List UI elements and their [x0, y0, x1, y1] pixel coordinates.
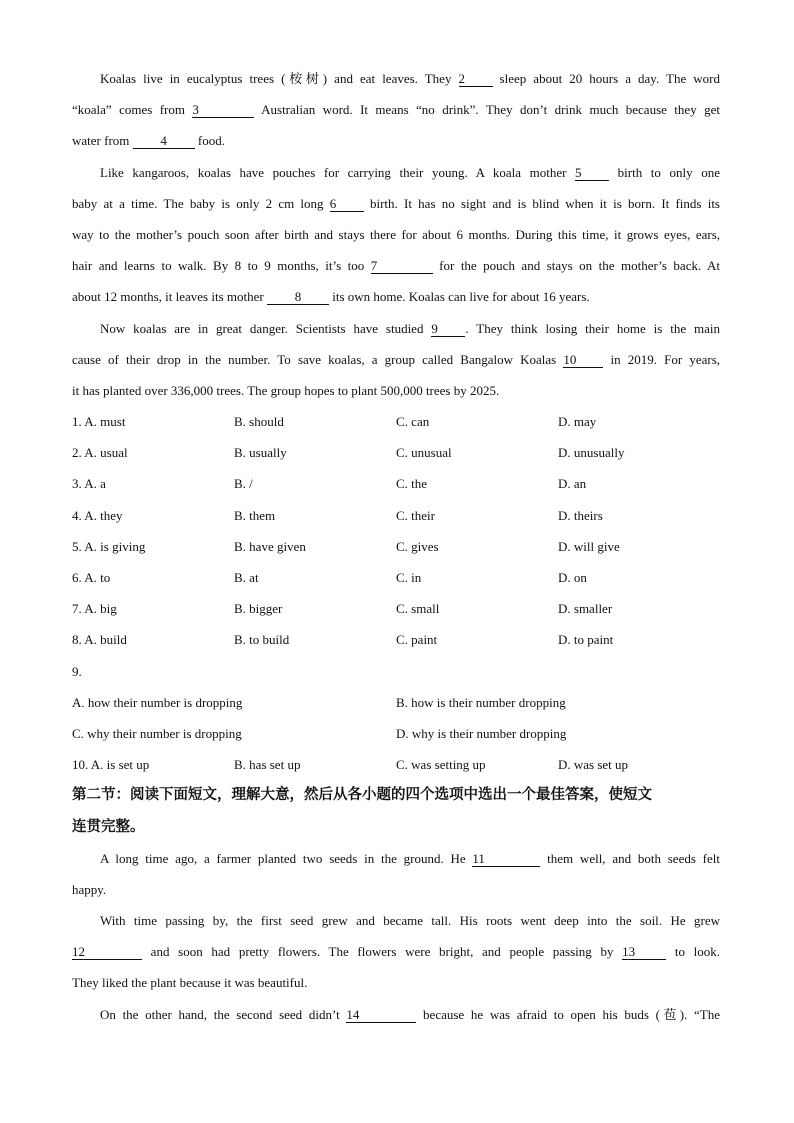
blank-3[interactable]: 3	[192, 102, 254, 118]
option-a[interactable]: 4. A. they	[72, 507, 123, 523]
option-c[interactable]: C. the	[396, 476, 428, 492]
option-d[interactable]: D. may	[558, 414, 597, 430]
option-c[interactable]: C. was setting up	[396, 757, 486, 773]
passage1-line: “koala” comes from 3 Australian word. It means “no drink”. They don’t drink much because they get	[72, 102, 720, 118]
option-d[interactable]: D. an	[558, 476, 587, 492]
option-c[interactable]: C. gives	[396, 538, 439, 554]
option-a[interactable]: 6. A. to	[72, 570, 111, 585]
option-a[interactable]: 7. A. big	[72, 601, 117, 617]
option-c[interactable]: C. small	[396, 601, 440, 617]
option-d[interactable]: D. was set up	[558, 757, 629, 773]
option-d[interactable]: D. theirs	[558, 507, 603, 523]
passage2-line: A long time ago, a farmer planted two seeds in the ground. He 11 them well, and both seeds felt	[100, 850, 720, 866]
blank-6[interactable]: 6	[330, 196, 364, 212]
blank-11[interactable]: 11	[472, 851, 540, 867]
passage1-line: baby at a time. The baby is only 2 cm long 6 birth. It has no sight and is blind when it is born. It finds its	[72, 195, 720, 211]
option-b[interactable]: B. /	[234, 476, 253, 492]
option-c[interactable]: C. why their number is dropping	[72, 725, 242, 741]
question-9-number: 9.	[72, 663, 82, 679]
passage2-line: happy.	[72, 881, 107, 897]
blank-8[interactable]: 8	[267, 289, 329, 305]
option-b[interactable]: B. have given	[234, 538, 306, 554]
option-a[interactable]: 3. A. a	[72, 476, 106, 492]
option-c[interactable]: C. their	[396, 507, 435, 523]
option-b[interactable]: B. to build	[234, 632, 290, 648]
option-a[interactable]: A. how their number is dropping	[72, 694, 243, 710]
option-b[interactable]: B. has set up	[234, 757, 301, 773]
blank-14[interactable]: 14	[346, 1007, 416, 1023]
passage1-line: way to the mother’s pouch soon after birth and stays there for about 6 months. During this time, it grows eyes, ears,	[72, 226, 720, 242]
blank-12[interactable]: 12	[72, 944, 142, 960]
passage1-line: hair and learns to walk. By 8 to 9 months, it’s too 7 for the pouch and stays on the mother’s back. At	[72, 258, 720, 274]
passage1-line: water from 4 food.	[72, 133, 225, 149]
passage1-line: it has planted over 336,000 trees. The group hopes to plant 500,000 trees by 2025.	[72, 382, 500, 398]
passage1-line: Now koalas are in great danger. Scientists have studied 9 . They think losing their home is the main	[100, 320, 721, 336]
question-row	[72, 437, 720, 468]
question-row	[72, 468, 720, 499]
question-9-row	[72, 718, 720, 749]
question-row	[72, 562, 720, 593]
question-row	[72, 531, 720, 562]
question-row	[72, 624, 720, 655]
option-d[interactable]: D. on	[558, 570, 587, 585]
blank-5[interactable]: 5	[575, 165, 609, 181]
section-heading-cont: 连贯完整。	[72, 818, 145, 835]
section-heading: 第二节：阅读下面短文，理解大意，然后从各小题的四个选项中选出一个最佳答案，使短文	[72, 787, 652, 804]
passage2-line: With time passing by, the first seed grew and became tall. His roots went deep into the soil. He grew	[100, 913, 720, 929]
option-c[interactable]: C. in	[396, 570, 422, 585]
option-b[interactable]: B. how is their number dropping	[396, 694, 566, 710]
question-list	[72, 406, 720, 656]
question-10-row	[72, 749, 720, 780]
option-d[interactable]: D. to paint	[558, 632, 614, 648]
passage2-line: On the other hand, the second seed didn’t 14 because he was afraid to open his buds (苞). “The	[100, 1006, 721, 1022]
option-c[interactable]: C. can	[396, 414, 430, 430]
blank-13[interactable]: 13	[622, 944, 666, 960]
blank-2[interactable]: 2	[459, 71, 493, 87]
option-d[interactable]: D. why is their number dropping	[396, 725, 567, 741]
option-a[interactable]: 2. A. usual	[72, 445, 128, 461]
option-a[interactable]: 10. A. is set up	[72, 757, 150, 773]
option-b[interactable]: B. bigger	[234, 601, 283, 617]
option-b[interactable]: B. them	[234, 507, 276, 523]
option-b[interactable]: B. usually	[234, 445, 287, 461]
passage1-line: about 12 months, it leaves its mother 8 its own home. Koalas can live for about 16 years.	[72, 289, 590, 305]
option-b[interactable]: B. should	[234, 414, 284, 430]
question-9-row	[72, 687, 720, 718]
passage1-line: Like kangaroos, koalas have pouches for carrying their young. A koala mother 5 birth to only one	[100, 164, 720, 180]
option-d[interactable]: D. smaller	[558, 601, 613, 617]
option-d[interactable]: D. unusually	[558, 445, 625, 461]
question-row	[72, 500, 720, 531]
blank-4[interactable]: 4	[133, 133, 195, 149]
passage2-line: They liked the plant because it was beautiful.	[72, 975, 308, 991]
passage1-line: Koalas live in eucalyptus trees (桉树) and eat leaves. They 2 sleep about 20 hours a day. The word	[100, 71, 721, 86]
option-c[interactable]: C. paint	[396, 632, 438, 648]
option-a[interactable]: 8. A. build	[72, 632, 127, 648]
blank-9[interactable]: 9	[431, 321, 465, 337]
option-b[interactable]: B. at	[234, 570, 259, 585]
blank-7[interactable]: 7	[371, 258, 433, 274]
document-page	[72, 63, 720, 1030]
passage2-line: 12 and soon had pretty flowers. The flowers were bright, and people passing by 13 to look.	[72, 944, 720, 960]
option-a[interactable]: 1. A. must	[72, 414, 126, 430]
option-c[interactable]: C. unusual	[396, 445, 452, 461]
passage1-line: cause of their drop in the number. To save koalas, a group called Bangalow Koalas 10 in 2019. For years,	[72, 351, 721, 367]
option-d[interactable]: D. will give	[558, 538, 620, 554]
blank-10[interactable]: 10	[563, 352, 603, 368]
question-row	[72, 593, 720, 624]
option-a[interactable]: 5. A. is giving	[72, 538, 146, 554]
question-row	[72, 406, 720, 437]
